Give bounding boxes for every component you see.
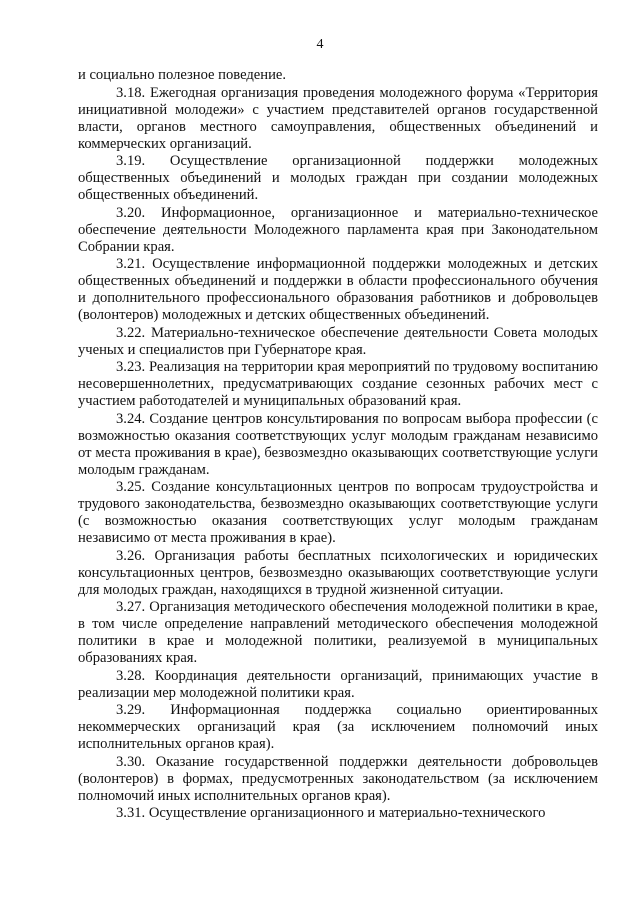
paragraph-3-20: 3.20. Информационное, организационное и материально-техническое обеспечение деятельности Молодежного парламента края при Законодательном Собрании края.	[78, 204, 598, 255]
paragraph-3-28: 3.28. Координация деятельности организаций, принимающих участие в реализации мер молодежной политики края.	[78, 667, 598, 701]
paragraph-3-26: 3.26. Организация работы бесплатных психологических и юридических консультационных центров, безвозмездно оказывающих соответствующие услуги для молодых граждан, находящихся в трудной жизненной ситуации.	[78, 547, 598, 598]
paragraph-3-22: 3.22. Материально-техническое обеспечение деятельности Совета молодых ученых и специалистов при Губернаторе края.	[78, 324, 598, 358]
paragraph-3-21: 3.21. Осуществление информационной поддержки молодежных и детских общественных объединений и поддержки в области профессионального обучения и дополнительного профессионального образования работников и добровольцев (волонтеров) молодежных и детских общественных объединений.	[78, 256, 598, 323]
paragraph-3-31: 3.31. Осуществление организационного и материально-технического	[116, 805, 546, 821]
paragraph-3-18: 3.18. Ежегодная организация проведения молодежного форума «Территория инициативной молодежи» с участием представителей органов государственной власти, органов местного самоуправления, общественных объединений и коммерческих организаций.	[78, 84, 598, 152]
paragraph-3-29: 3.29. Информационная поддержка социально ориентированных некоммерческих организаций края (за исключением полномочий иных исполнительных органов края).	[78, 702, 598, 752]
paragraph-3-30: 3.30. Оказание государственной поддержки деятельности добровольцев (волонтеров) в формах, предусмотренных законодательством (за исключением полномочий иных исполнительных органов края).	[78, 753, 598, 804]
paragraph-continuation: и социально полезное поведение.	[78, 67, 287, 83]
paragraph-3-24: 3.24. Создание центров консультирования по вопросам выбора профессии (с возможностью оказания соответствующих услуг молодым гражданам независимо от места проживания в крае), безвозмездно оказывающих соответствующие услуги молодым гражданам.	[78, 410, 598, 478]
paragraph-3-25: 3.25. Создание консультационных центров по вопросам трудоустройства и трудового законодательства, безвозмездно оказывающих соответствующие услуги (с возможностью оказания соответствующих услуг молодым гражданам независимо от места проживания в крае).	[78, 479, 598, 546]
paragraph-3-19: 3.19. Осуществление организационной поддержки молодежных общественных объединений и молодых граждан при создании молодежных общественных объединений.	[78, 153, 598, 203]
page-number: 4	[316, 37, 324, 52]
paragraph-3-27: 3.27. Организация методического обеспечения молодежной политики в крае, в том числе определение направлений методического обеспечения молодежной политики в крае и молодежной политики, реализуемой в муниципальных образованиях края.	[78, 599, 598, 666]
document-body	[78, 67, 598, 823]
paragraph-3-23: 3.23. Реализация на территории края мероприятий по трудовому воспитанию несовершеннолетних, предусматривающих создание сезонных рабочих мест с участием работодателей и муниципальных образований края.	[78, 359, 598, 409]
